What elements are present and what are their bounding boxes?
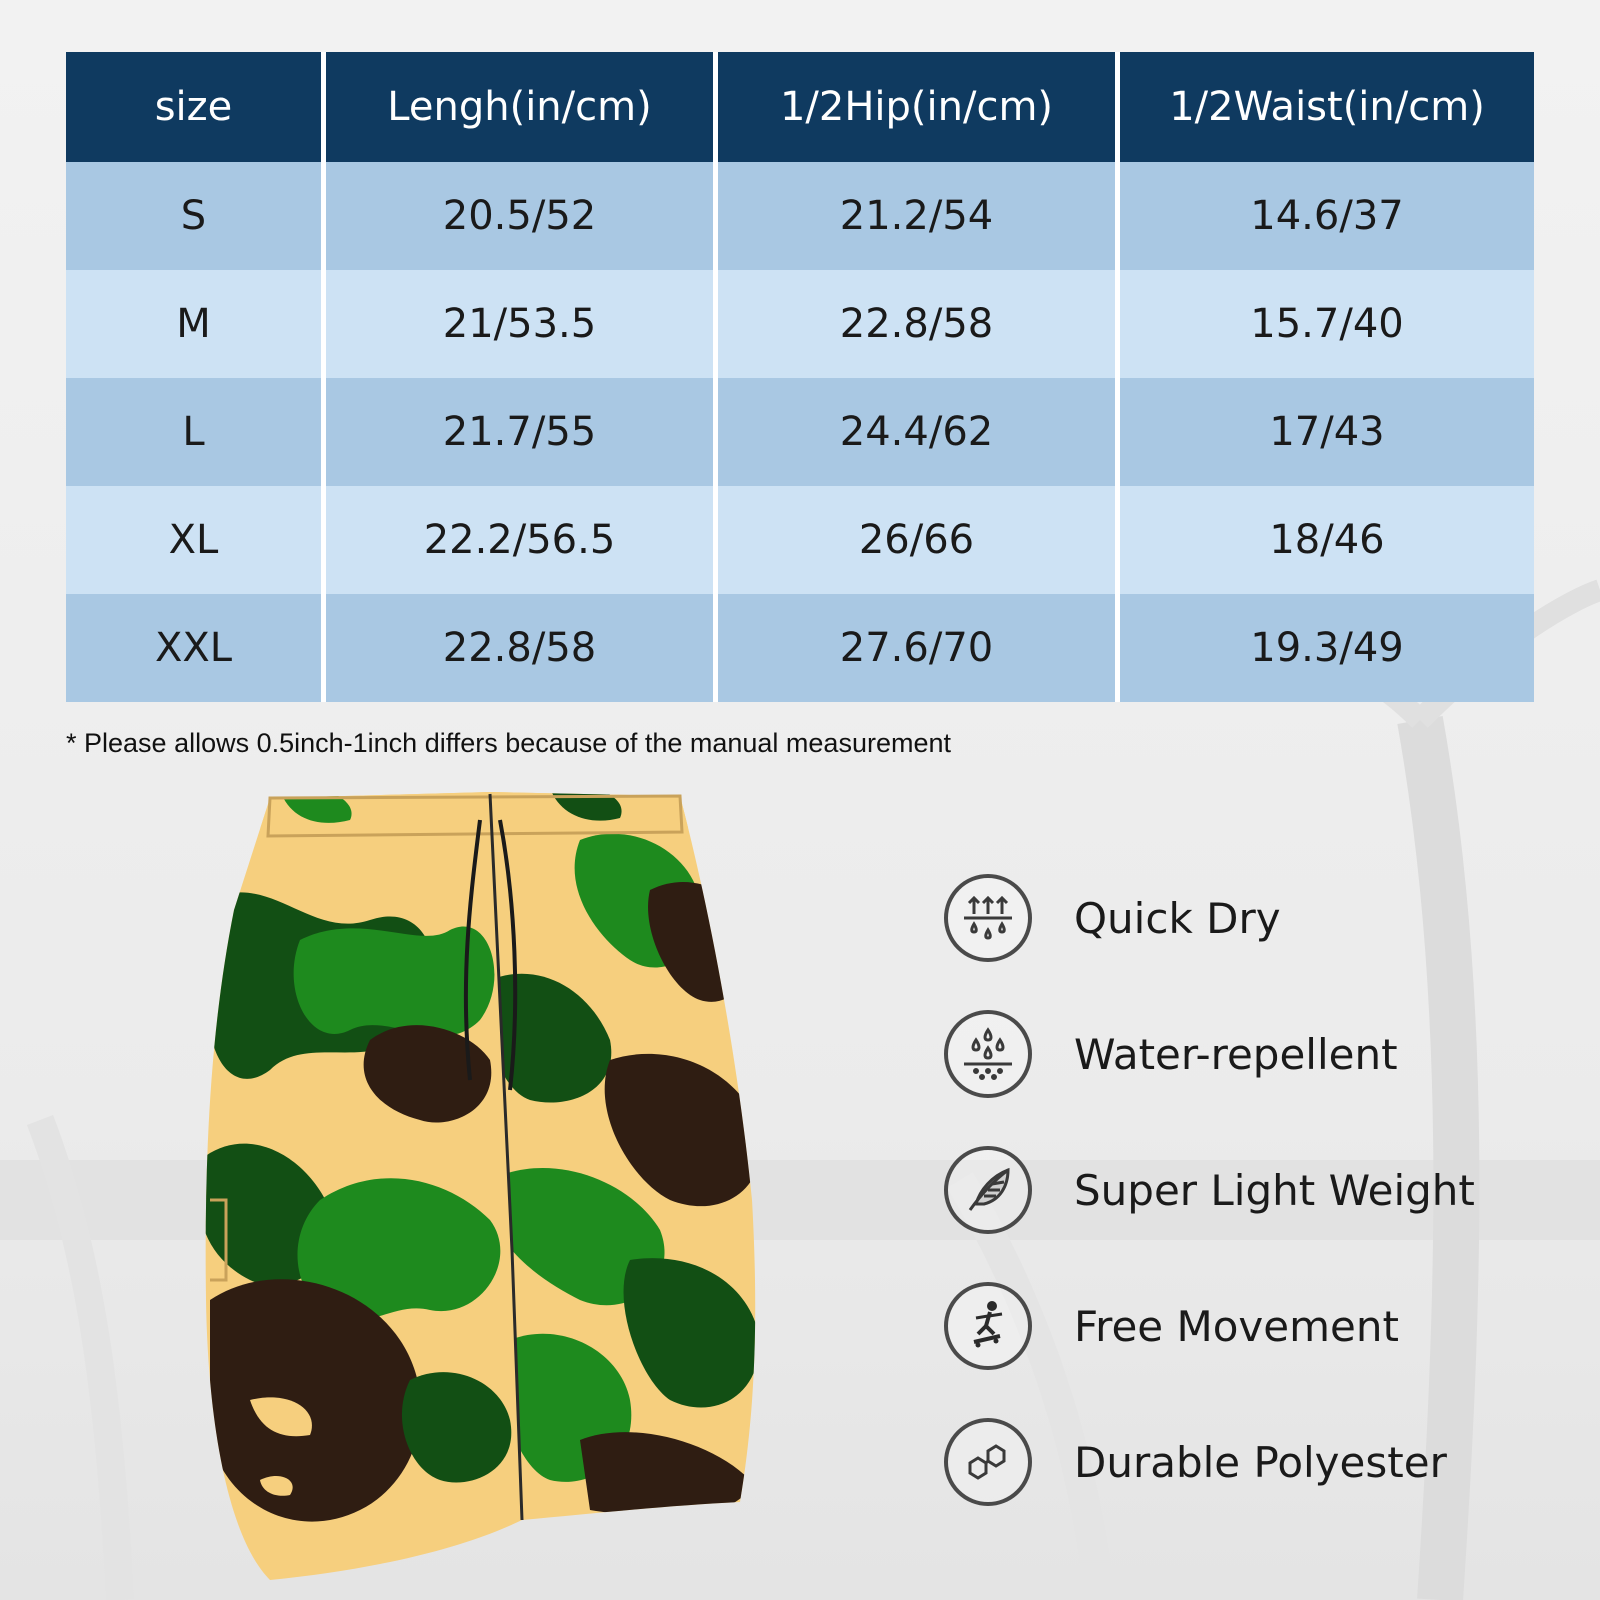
cell-hip: 27.6/70 (718, 594, 1120, 702)
measurement-note: * Please allows 0.5inch-1inch differs because of the manual measurement (66, 728, 952, 758)
product-image-camo-shorts (190, 780, 770, 1585)
cell-waist: 19.3/49 (1120, 594, 1534, 702)
cell-length: 21.7/55 (326, 378, 718, 486)
feature-label: Quick Dry (1074, 893, 1281, 943)
hexagon-molecule-icon (944, 1418, 1032, 1506)
feature-quick-dry (944, 872, 1564, 964)
cell-length: 22.2/56.5 (326, 486, 718, 594)
feature-list (944, 872, 1564, 1552)
feature-free-movement (944, 1280, 1564, 1372)
size-chart-header-row (66, 52, 1534, 162)
cell-size: L (66, 378, 326, 486)
table-row-m (66, 270, 1534, 378)
cell-waist: 18/46 (1120, 486, 1534, 594)
cell-size: XL (66, 486, 326, 594)
feature-durable-polyester (944, 1416, 1564, 1508)
feature-super-light-weight (944, 1144, 1564, 1236)
feature-label: Water-repellent (1074, 1029, 1398, 1079)
cell-size: M (66, 270, 326, 378)
cell-waist: 17/43 (1120, 378, 1534, 486)
header-size: size (66, 52, 326, 162)
feature-water-repellent (944, 1008, 1564, 1100)
cell-size: S (66, 162, 326, 270)
feature-label: Durable Polyester (1074, 1437, 1447, 1487)
feature-label: Free Movement (1074, 1301, 1399, 1351)
cell-hip: 24.4/62 (718, 378, 1120, 486)
table-row-s (66, 162, 1534, 270)
feather-icon (944, 1146, 1032, 1234)
cell-waist: 14.6/37 (1120, 162, 1534, 270)
skateboarder-icon (944, 1282, 1032, 1370)
cell-hip: 22.8/58 (718, 270, 1120, 378)
table-row-l (66, 378, 1534, 486)
header-half-waist: 1/2Waist(in/cm) (1120, 52, 1534, 162)
cell-size: XXL (66, 594, 326, 702)
water-repellent-icon (944, 1010, 1032, 1098)
cell-length: 21/53.5 (326, 270, 718, 378)
table-row-xl (66, 486, 1534, 594)
table-row-xxl (66, 594, 1534, 702)
header-length: Lengh(in/cm) (326, 52, 718, 162)
cell-hip: 21.2/54 (718, 162, 1120, 270)
cell-hip: 26/66 (718, 486, 1120, 594)
cell-waist: 15.7/40 (1120, 270, 1534, 378)
size-chart-table (66, 52, 1534, 702)
cell-length: 22.8/58 (326, 594, 718, 702)
quick-dry-icon (944, 874, 1032, 962)
cell-length: 20.5/52 (326, 162, 718, 270)
header-half-hip: 1/2Hip(in/cm) (718, 52, 1120, 162)
feature-label: Super Light Weight (1074, 1165, 1475, 1215)
